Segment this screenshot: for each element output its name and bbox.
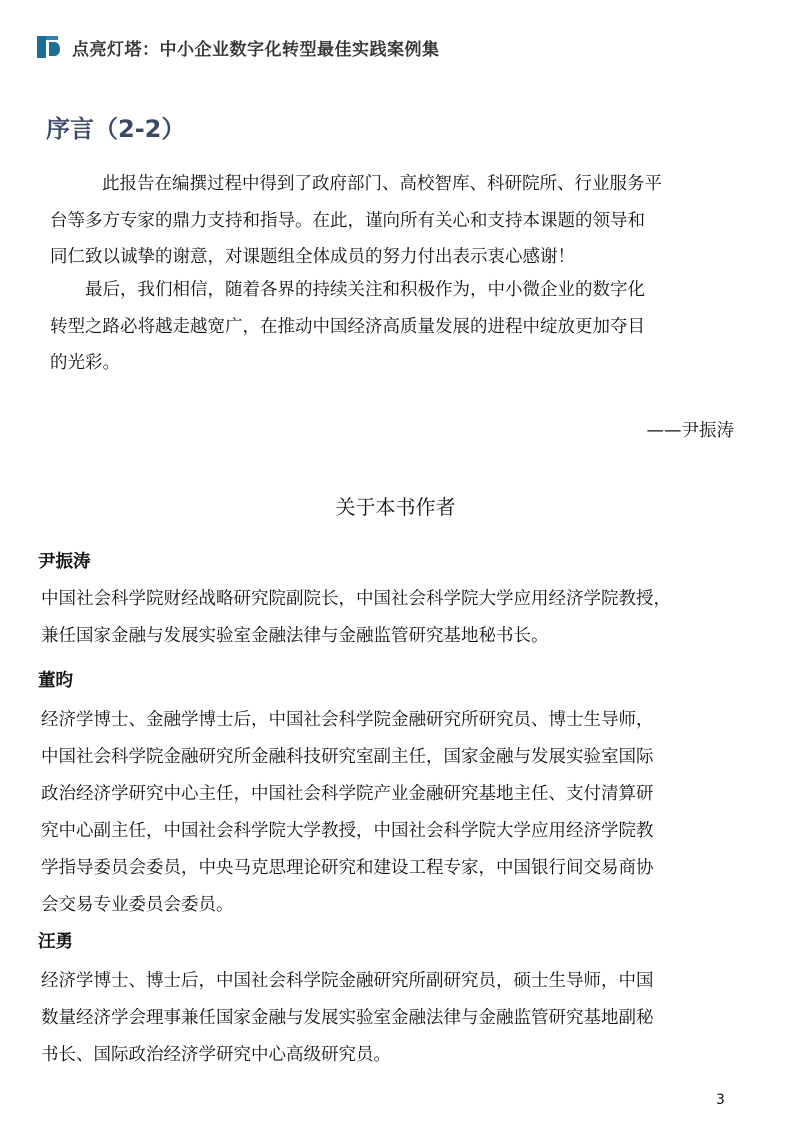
section-title: 序言（2-2）: [46, 115, 186, 143]
text-line: 此报告在编撰过程中得到了政府部门、高校智库、科研院所、行业服务平: [102, 174, 662, 194]
author-name: 汪勇: [38, 932, 73, 952]
text-line: 学指导委员会委员，中央马克思理论研究和建设工程专家，中国银行间交易商协: [41, 858, 654, 878]
authors-section-title: 关于本书作者: [335, 495, 456, 519]
text-line: 的光彩。: [50, 353, 120, 373]
page-number: 3: [716, 1092, 725, 1108]
author-bio: [41, 581, 761, 655]
author-bio: [41, 702, 761, 924]
preface-paragraph-2: [50, 272, 750, 382]
text-line: 政治经济学研究中心主任，中国社会科学院产业金融研究基地主任、支付清算研: [41, 784, 654, 804]
document-title: 点亮灯塔：中小企业数字化转型最佳实践案例集: [72, 39, 440, 60]
text-line: 兼任国家金融与发展实验室金融法律与金融监管研究基地秘书长。: [41, 626, 549, 646]
author-name: 董昀: [38, 671, 73, 691]
text-line: 经济学博士、博士后，中国社会科学院金融研究所副研究员，硕士生导师，中国: [41, 971, 654, 991]
text-line: 同仁致以诚挚的谢意，对课题组全体成员的努力付出表示衷心感谢！: [50, 247, 575, 267]
page-header: [36, 34, 440, 60]
author-name: 尹振涛: [38, 552, 91, 572]
preface-paragraph-1: [50, 166, 750, 276]
author-bio: [41, 963, 761, 1074]
text-line: 会交易专业委员会委员。: [41, 895, 234, 915]
text-line: 中国社会科学院财经战略研究院副院长，中国社会科学院大学应用经济学院教授，: [41, 589, 671, 609]
text-line: 书长、国际政治经济学研究中心高级研究员。: [41, 1045, 391, 1065]
text-line: 究中心副主任，中国社会科学院大学教授，中国社会科学院大学应用经济学院教: [41, 821, 654, 841]
text-line: 经济学博士、金融学博士后，中国社会科学院金融研究所研究员、博士生导师，: [41, 710, 654, 730]
lighthouse-logo-icon: [36, 34, 62, 60]
text-line: 台等多方专家的鼎力支持和指导。在此，谨向所有关心和支持本课题的领导和: [50, 210, 645, 231]
text-line: 最后，我们相信，随着各界的持续关注和积极作为，中小微企业的数字化: [85, 280, 645, 300]
preface-signature: ——尹振涛: [646, 421, 734, 441]
text-line: 数量经济学会理事兼任国家金融与发展实验室金融法律与金融监管研究基地副秘: [41, 1008, 654, 1028]
text-line: 中国社会科学院金融研究所金融科技研究室副主任，国家金融与发展实验室国际: [41, 747, 654, 767]
text-line: 转型之路必将越走越宽广，在推动中国经济高质量发展的进程中绽放更加夺目: [50, 316, 645, 337]
